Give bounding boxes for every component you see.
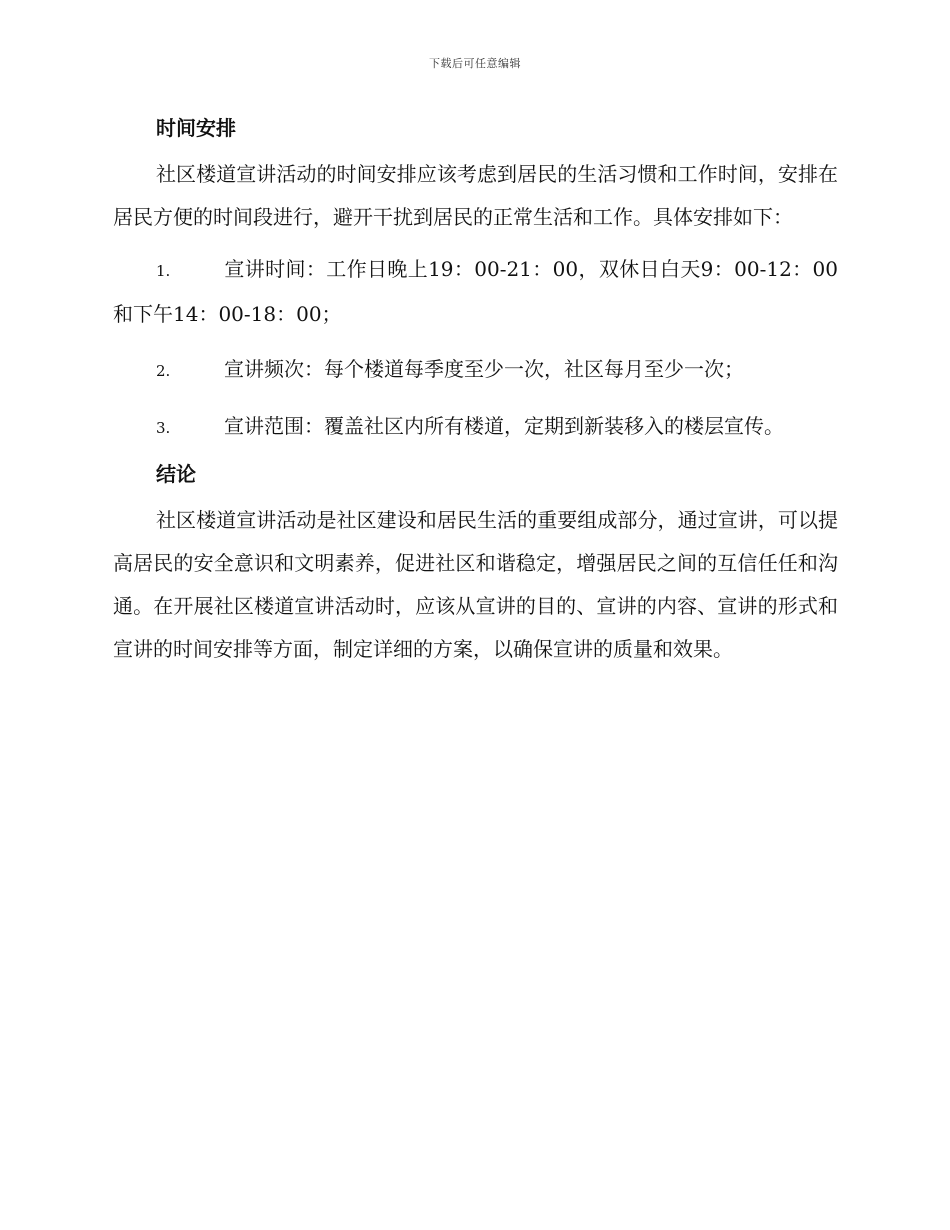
list-item	[113, 405, 838, 450]
list-item	[113, 348, 838, 393]
conclusion-paragraph: 社区楼道宣讲活动是社区建设和居民生活的重要组成部分，通过宣讲，可以提高居民的安全意识和文明素养，促进社区和谐稳定，增强居民之间的互信任任和沟通。在开展社区楼道宣讲活动时，应该从宣讲的目的、宣讲的内容、宣讲的形式和宣讲的时间安排等方面，制定详细的方案，以确保宣讲的质量和效果。	[113, 508, 838, 661]
list-number: 1.	[156, 262, 171, 280]
section-heading-schedule: 时间安排	[156, 116, 236, 140]
list-text: 宣讲时间：工作日晚上19：00-21：00，双休日白天9：00-12：00和下午14：00-18：00；	[113, 257, 838, 326]
document-body	[113, 110, 838, 671]
schedule-list	[113, 248, 838, 450]
list-number: 2.	[156, 362, 171, 380]
header-note: 下载后可任意编辑	[429, 57, 521, 70]
list-text: 宣讲频次：每个楼道每季度至少一次，社区每月至少一次；	[224, 357, 744, 381]
schedule-intro-paragraph: 社区楼道宣讲活动的时间安排应该考虑到居民的生活习惯和工作时间，安排在居民方便的时间段进行，避开干扰到居民的正常生活和工作。具体安排如下：	[113, 162, 838, 229]
section-heading-conclusion: 结论	[156, 462, 196, 486]
list-item	[113, 248, 838, 336]
list-number: 3.	[156, 419, 171, 437]
list-text: 宣讲范围：覆盖社区内所有楼道，定期到新装移入的楼层宣传。	[224, 414, 784, 438]
